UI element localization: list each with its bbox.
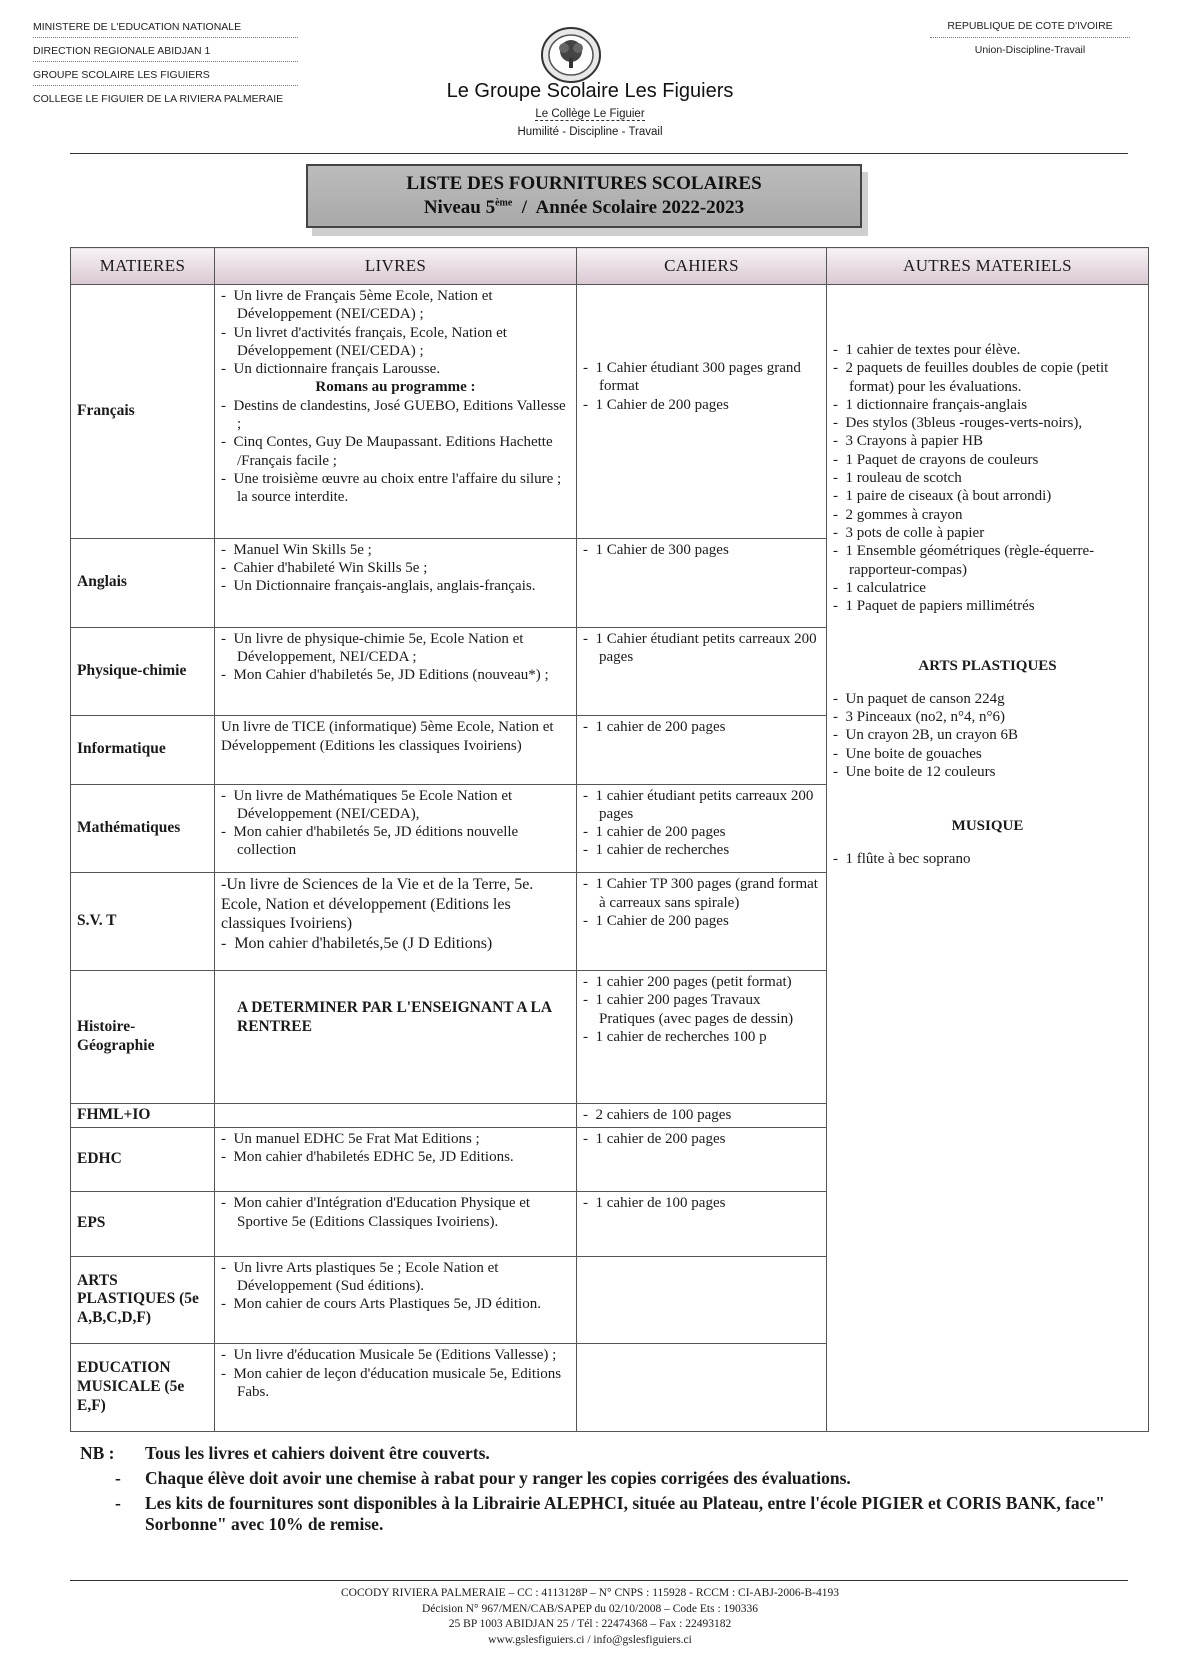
list-item: - Cahier d'habileté Win Skills 5e ;: [221, 559, 570, 577]
list-item: - Mon cahier de leçon d'éducation musicale 5e, Editions Fabs.: [221, 1365, 570, 1402]
cahiers-cell: [577, 784, 827, 873]
livres-cell: [215, 1256, 577, 1344]
nb-dash: -: [115, 1468, 121, 1488]
table-header-row: [71, 248, 1149, 285]
list-item: - 1 Cahier de 200 pages: [583, 396, 820, 414]
subject-cell: Anglais: [71, 538, 215, 627]
header-divider: [70, 153, 1128, 154]
list-item: - 1 Cahier étudiant petits carreaux 200 pages: [583, 630, 820, 667]
list-item: - Destins de clandestins, José GUEBO, Editions Vallesse ;: [221, 397, 570, 434]
list-item: - Un crayon 2B, un crayon 6B: [833, 726, 1142, 744]
livres-cell: [215, 873, 577, 971]
subject-cell: ARTS PLASTIQUES (5e A,B,C,D,F): [71, 1256, 215, 1344]
cahiers-cell: [577, 1344, 827, 1432]
title-line1: LISTE DES FOURNITURES SCOLAIRES: [406, 173, 762, 194]
svt-first-book: -Un livre de Sciences de la Vie et de la Terre, 5e. Ecole, Nation et développement (Editions les classiques Ivoiriens): [221, 876, 534, 933]
livres-cell: [215, 285, 577, 539]
list-item: - Un Dictionnaire français-anglais, anglais-français.: [221, 577, 570, 595]
list-item: - Manuel Win Skills 5e ;: [221, 541, 570, 559]
college-label: COLLEGE LE FIGUIER DE LA RIVIERA PALMERAIE: [33, 93, 284, 105]
title-niveau: Niveau 5: [423, 197, 496, 218]
school-seal-icon: [540, 24, 602, 86]
subject-cell: EPS: [71, 1192, 215, 1256]
list-item: - 1 cahier de 200 pages: [583, 823, 820, 841]
list-item: - 1 Paquet de crayons de couleurs: [833, 451, 1142, 469]
nb-note: Chaque élève doit avoir une chemise à rabat pour y ranger les copies corrigées des évaluations.: [145, 1468, 851, 1488]
cahiers-cell: [577, 538, 827, 627]
list-item: - 1 cahier de 200 pages: [583, 718, 820, 736]
ministry-label: MINISTERE DE L'EDUCATION NATIONALE: [33, 18, 298, 38]
list-item: - 1 cahier de 100 pages: [583, 1194, 820, 1212]
autres-materiels-cell: [827, 285, 1149, 1432]
cahiers-cell: [577, 627, 827, 716]
list-item: - 3 pots de colle à papier: [833, 524, 1142, 542]
list-item: - Une boite de gouaches: [833, 745, 1142, 763]
title-box: [306, 164, 862, 228]
subject-cell: EDUCATION MUSICALE (5e E,F): [71, 1344, 215, 1432]
list-item: - Une boite de 12 couleurs: [833, 763, 1142, 781]
footer: [200, 1586, 980, 1648]
list-item: - Mon cahier d'Intégration d'Education Physique et Sportive 5e (Editions Classiques Ivoiriens).: [221, 1194, 570, 1231]
subject-cell: EDHC: [71, 1128, 215, 1192]
list-item: - Mon cahier d'habiletés 5e, JD éditions nouvelle collection: [221, 823, 570, 860]
list-item: - 1 rouleau de scotch: [833, 469, 1142, 487]
list-item: - 2 gommes à crayon: [833, 506, 1142, 524]
livres-cell: [215, 1192, 577, 1256]
cahiers-cell: [577, 285, 827, 539]
list-item: - Un dictionnaire français Larousse.: [221, 360, 570, 378]
livres-cell: [215, 1128, 577, 1192]
list-item: - 1 Ensemble géométriques (règle-équerre-rapporteur-compas): [833, 542, 1142, 579]
list-item: - 1 Paquet de papiers millimétrés: [833, 597, 1142, 615]
title-niveau-sup: ème: [495, 197, 513, 209]
list-item: - Un livre d'éducation Musicale 5e (Editions Vallesse) ;: [221, 1346, 570, 1364]
subject-cell: Physique-chimie: [71, 627, 215, 716]
livres-cell: [215, 627, 577, 716]
livres-cell: [215, 538, 577, 627]
republic-label: REPUBLIQUE DE COTE D'IVOIRE: [930, 20, 1130, 38]
livres-cell: [215, 971, 577, 1104]
header-right-block: [930, 20, 1130, 56]
cahiers-cell: [577, 1128, 827, 1192]
list-item: - 1 flûte à bec soprano: [833, 850, 1142, 868]
cahiers-cell: [577, 873, 827, 971]
cahiers-cell: [577, 1256, 827, 1344]
header-matieres: MATIERES: [71, 248, 215, 285]
school-motto: Humilité - Discipline - Travail: [517, 126, 663, 138]
list-item: - Une troisième œuvre au choix entre l'affaire du silure ; la source interdite.: [221, 470, 570, 507]
list-item: - Des stylos (3bleus -rouges-verts-noirs),: [833, 414, 1142, 432]
list-item: - Un livret d'activités français, Ecole, Nation et Développement (NEI/CEDA) ;: [221, 324, 570, 361]
list-item: - Un livre Arts plastiques 5e ; Ecole Nation et Développement (Sud éditions).: [221, 1259, 570, 1296]
footer-divider: [70, 1580, 1128, 1581]
list-item: - 1 Cahier étudiant 300 pages grand format: [583, 359, 820, 396]
subject-cell: Histoire-Géographie: [71, 971, 215, 1104]
list-item: - 1 cahier de recherches 100 p: [583, 1028, 820, 1046]
table-row: [71, 285, 1149, 539]
hg-livres-text: A DETERMINER PAR L'ENSEIGNANT A LA RENTREE: [237, 999, 552, 1035]
list-item: - 2 cahiers de 100 pages: [583, 1106, 820, 1124]
nb-notes: [80, 1443, 1140, 1539]
list-item: Un livre de TICE (informatique) 5ème Ecole, Nation et Développement (Editions les classiques Ivoiriens): [221, 719, 554, 754]
list-item: - 2 paquets de feuilles doubles de copie (petit format) pour les évaluations.: [833, 359, 1142, 396]
list-item: - Un paquet de canson 224g: [833, 690, 1142, 708]
list-item: - 1 cahier de recherches: [583, 841, 820, 859]
list-item: - Un manuel EDHC 5e Frat Mat Editions ;: [221, 1130, 570, 1148]
list-item: - Mon cahier d'habiletés EDHC 5e, JD Editions.: [221, 1148, 570, 1166]
cahiers-cell: [577, 1192, 827, 1256]
list-item: - Un livre de Français 5ème Ecole, Nation et Développement (NEI/CEDA) ;: [221, 287, 570, 324]
list-item: - 1 cahier 200 pages Travaux Pratiques (avec pages de dessin): [583, 991, 820, 1028]
list-item: - 1 cahier étudiant petits carreaux 200 pages: [583, 787, 820, 824]
list-item: - Mon Cahier d'habiletés 5e, JD Editions (nouveau*) ;: [221, 666, 570, 684]
title-line2: [308, 197, 860, 219]
list-item: - Mon cahier d'habiletés,5e (J D Editions): [221, 934, 570, 954]
list-item: - Mon cahier de cours Arts Plastiques 5e, JD édition.: [221, 1295, 570, 1313]
list-item: - 1 cahier 200 pages (petit format): [583, 973, 820, 991]
list-item: - Cinq Contes, Guy De Maupassant. Editions Hachette /Français facile ;: [221, 433, 570, 470]
header-autres: AUTRES MATERIELS: [827, 248, 1149, 285]
republic-motto: Union-Discipline-Travail: [974, 44, 1086, 56]
list-item: - 1 cahier de textes pour élève.: [833, 341, 1142, 359]
list-item: - 1 Cahier TP 300 pages (grand format à carreaux sans spirale): [583, 875, 820, 912]
subject-cell: FHML+IO: [71, 1103, 215, 1127]
title-annee: / Année Scolaire 2022-2023: [512, 197, 745, 218]
header-livres: LIVRES: [215, 248, 577, 285]
cahiers-cell: [577, 971, 827, 1104]
musique-heading: MUSIQUE: [951, 818, 1024, 835]
footer-line: COCODY RIVIERA PALMERAIE – CC : 4113128P – N° CNPS : 115928 - RCCM : CI-ABJ-2006-B-4193: [341, 1587, 839, 1599]
group-label: GROUPE SCOLAIRE LES FIGUIERS: [33, 66, 298, 86]
list-item: - 1 paire de ciseaux (à bout arrondi): [833, 487, 1142, 505]
list-item: - 1 Cahier de 300 pages: [583, 541, 820, 559]
cahiers-cell: [577, 716, 827, 784]
cahiers-cell: [577, 1103, 827, 1127]
school-name: Le Groupe Scolaire Les Figuiers: [446, 80, 734, 102]
nb-note: Les kits de fournitures sont disponibles à la Librairie ALEPHCI, située au Plateau, entre l'école PIGIER et CORIS BANK, face" Sorbonne" avec 10% de remise.: [145, 1493, 1105, 1534]
list-item: - Un livre de physique-chimie 5e, Ecole Nation et Développement, NEI/CEDA ;: [221, 630, 570, 667]
nb-label: NB :: [80, 1443, 115, 1463]
livres-cell: [215, 716, 577, 784]
footer-line: 25 BP 1003 ABIDJAN 25 / Tél : 22474368 – Fax : 22493182: [448, 1618, 732, 1631]
direction-label: DIRECTION REGIONALE ABIDJAN 1: [33, 42, 298, 62]
list-item: - 1 cahier de 200 pages: [583, 1130, 820, 1148]
list-item: - 3 Pinceaux (no2, n°4, n°6): [833, 708, 1142, 726]
livres-cell: [215, 1103, 577, 1127]
subject-cell: Informatique: [71, 716, 215, 784]
list-item: - Un livre de Mathématiques 5e Ecole Nation et Développement (NEI/CEDA),: [221, 787, 570, 824]
nb-dash: -: [115, 1493, 121, 1513]
list-item: - 1 Cahier de 200 pages: [583, 912, 820, 930]
subject-cell: Français: [71, 285, 215, 539]
livres-cell: [215, 1344, 577, 1432]
footer-line: www.gslesfiguiers.ci / info@gslesfiguiers.ci: [488, 1633, 692, 1646]
school-subtitle: Le Collège Le Figuier: [535, 108, 645, 120]
romans-heading: Romans au programme :: [315, 379, 476, 396]
list-item: - 1 calculatrice: [833, 579, 1142, 597]
livres-cell: [215, 784, 577, 873]
nb-first-note: Tous les livres et cahiers doivent être couverts.: [145, 1443, 490, 1463]
supplies-table: [70, 247, 1149, 1432]
subject-cell: S.V. T: [71, 873, 215, 971]
header-left-block: [33, 18, 298, 113]
school-heading: [380, 80, 800, 138]
subject-cell: Mathématiques: [71, 784, 215, 873]
list-item: - 3 Crayons à papier HB: [833, 432, 1142, 450]
footer-line: Décision N° 967/MEN/CAB/SAPEP du 02/10/2008 – Code Ets : 190336: [421, 1602, 759, 1615]
header-cahiers: CAHIERS: [577, 248, 827, 285]
arts-plastiques-heading: ARTS PLASTIQUES: [918, 658, 1057, 675]
list-item: - 1 dictionnaire français-anglais: [833, 396, 1142, 414]
